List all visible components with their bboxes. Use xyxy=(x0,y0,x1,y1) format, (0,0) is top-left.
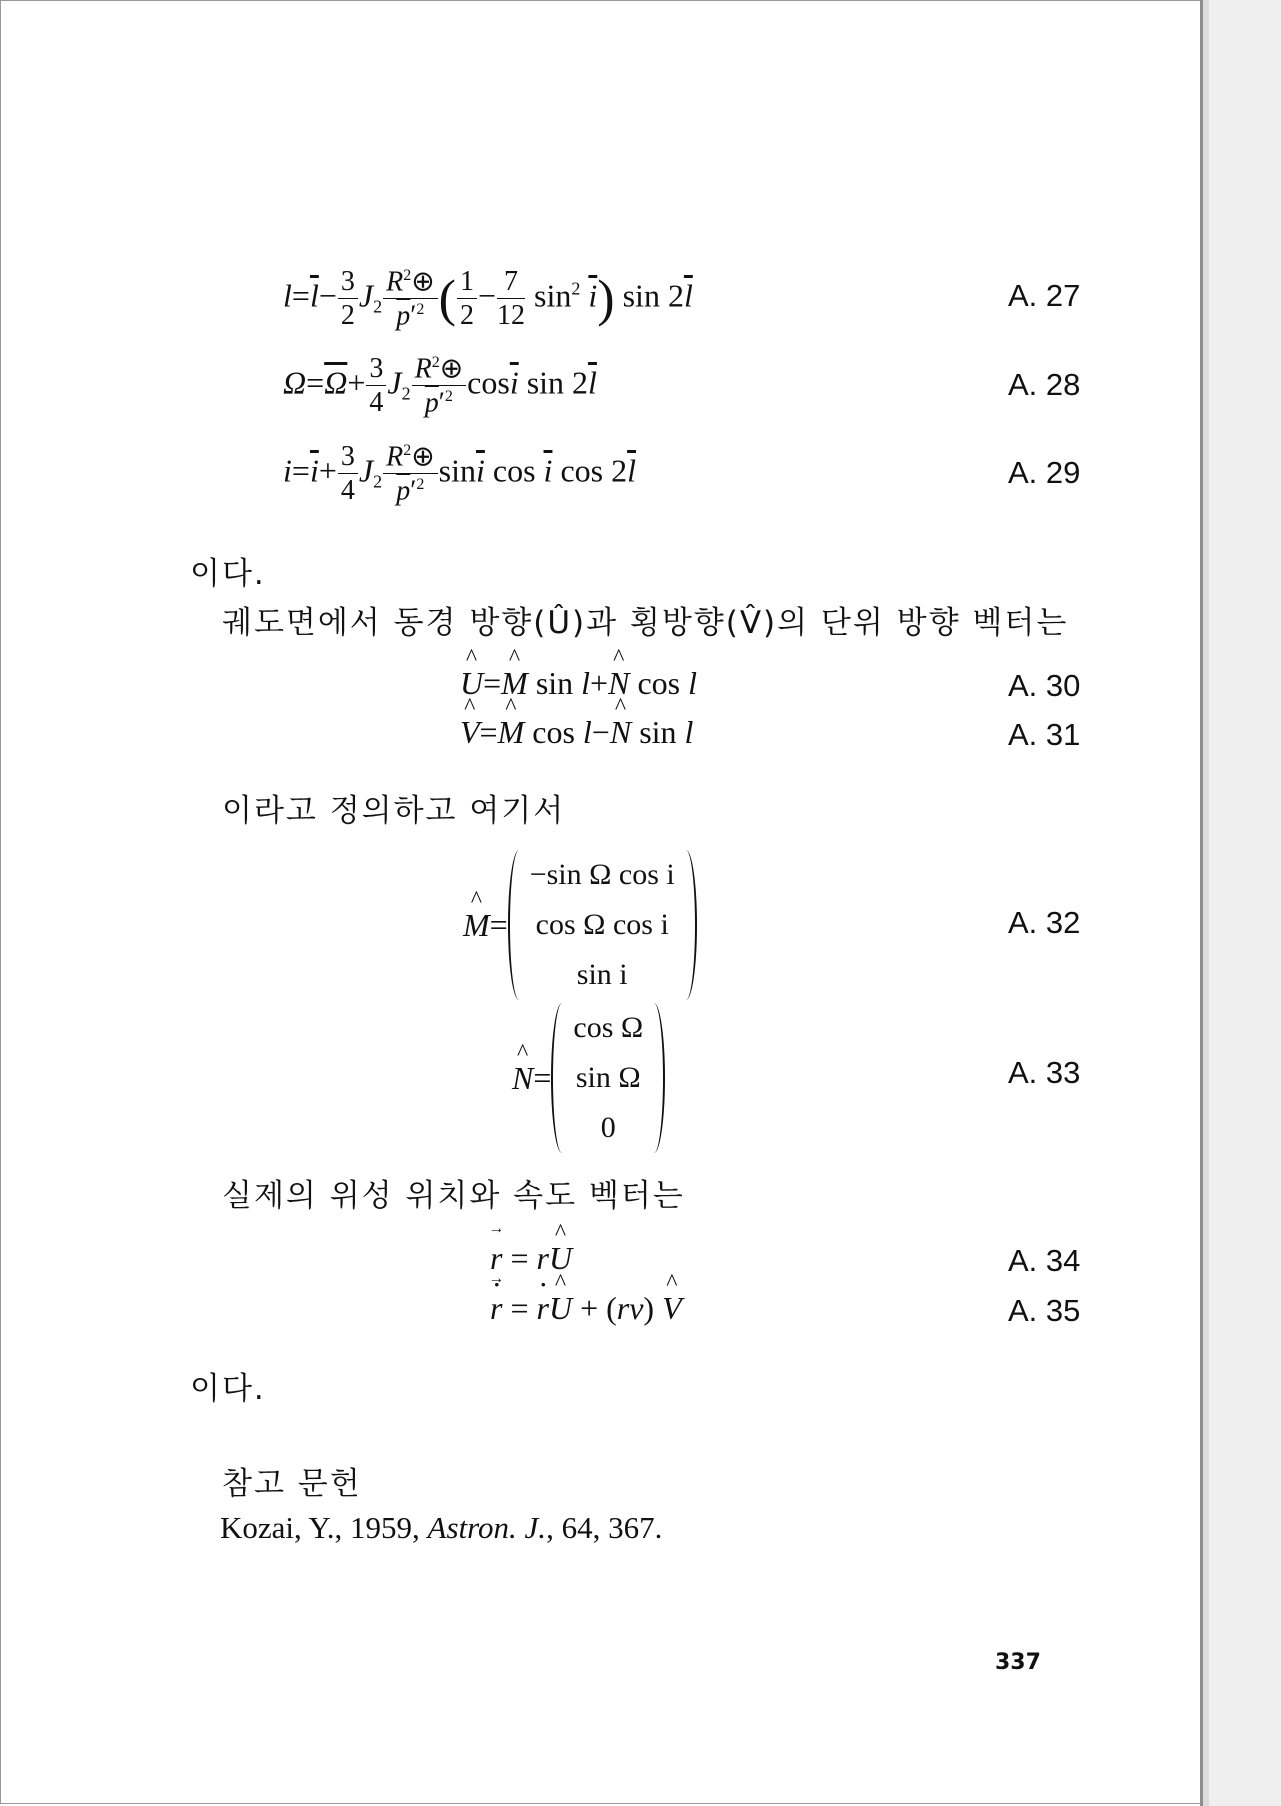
equation-a29: $i=\overline{i}+$ $\frac{3}{4}$ $J_2$ $\frac{R^2\oplus}{\overline{p}'^2}$ $\sin\overline{i} \cos \overline{i}$ $\cos 2\overline{l}$ xyxy=(283,441,636,507)
equation-number-a31: A. 31 xyxy=(1008,717,1081,752)
matrix-m-row-3: sin i xyxy=(576,958,628,991)
page-edge-shadow xyxy=(1203,0,1281,1806)
matrix-n-row-3: 0 xyxy=(600,1111,616,1144)
equation-a28: $\Omega=\overline{\Omega}+$ $\frac{3}{4}$ $J_2$ $\frac{R^2\oplus}{\overline{p}'^2}$ $\cos\overline{i} \sin 2\overline{l}$ xyxy=(283,353,597,419)
reference-volume-page: , 64, 367. xyxy=(546,1510,663,1545)
paragraph-unit-vectors: 궤도면에서 동경 방향(Û)과 횡방향(V̂)의 단위 방향 벡터는 xyxy=(222,605,1069,641)
references-heading: 참고 문헌 xyxy=(222,1466,362,1502)
equation-number-a32: A. 32 xyxy=(1008,905,1081,940)
equation-a27: $l=\overline{l}-$ $\frac{3}{2}$ $J_2$ $\frac{R^2\oplus}{\overline{p}'^2}$ ( $\frac{1}{2}$ − $\frac{7}{12}$ $\sin^2 \overline{i}$) $\sin 2\overline{l}$ xyxy=(283,266,693,332)
reference-journal: Astron. J. xyxy=(427,1510,547,1545)
equation-a34: → r = r^ U xyxy=(490,1240,572,1277)
paragraph-definition: 이라고 정의하고 여기서 xyxy=(222,793,566,829)
matrix-m-row-2: cos Ω cos i xyxy=(535,908,669,941)
equation-number-a33: A. 33 xyxy=(1008,1055,1081,1090)
equation-a32: ^ M= −sin Ω cos i cos Ω cos i sin i xyxy=(463,850,697,1000)
matrix-m xyxy=(508,850,697,1000)
equation-number-a30: A. 30 xyxy=(1008,668,1081,703)
equation-number-a34: A. 34 xyxy=(1008,1243,1081,1278)
page-edge-inner xyxy=(1203,0,1209,1806)
equation-a30: ^ U=^ M sin l+^ N cos l xyxy=(460,665,697,702)
matrix-m-row-1: −sin Ω cos i xyxy=(529,858,675,891)
matrix-n-row-2: sin Ω xyxy=(575,1061,641,1094)
page-number: 337 xyxy=(995,1650,1041,1675)
equation-number-a27: A. 27 xyxy=(1008,278,1081,313)
paragraph-position-velocity: 실제의 위성 위치와 속도 벡터는 xyxy=(222,1178,685,1214)
matrix-n-row-1: cos Ω xyxy=(573,1011,644,1044)
equation-number-a29: A. 29 xyxy=(1008,455,1081,490)
equation-a33: ^ N= cos Ω sin Ω 0 xyxy=(512,1003,665,1153)
page-edge-line xyxy=(1200,0,1203,1806)
equation-number-a28: A. 28 xyxy=(1008,367,1081,402)
equation-a35: → r · = r ·^ U + (rv) ^ V xyxy=(490,1290,682,1327)
paragraph-ida-2: 이다. xyxy=(190,1371,266,1407)
reference-entry xyxy=(220,1510,662,1546)
reference-authors: Kozai, Y., 1959, xyxy=(220,1510,428,1545)
equation-number-a35: A. 35 xyxy=(1008,1293,1081,1328)
paragraph-ida-1: 이다. xyxy=(190,556,266,592)
matrix-n xyxy=(551,1003,665,1153)
equation-a31: ^ V=^ M cos l−^ N sin l xyxy=(460,714,693,751)
